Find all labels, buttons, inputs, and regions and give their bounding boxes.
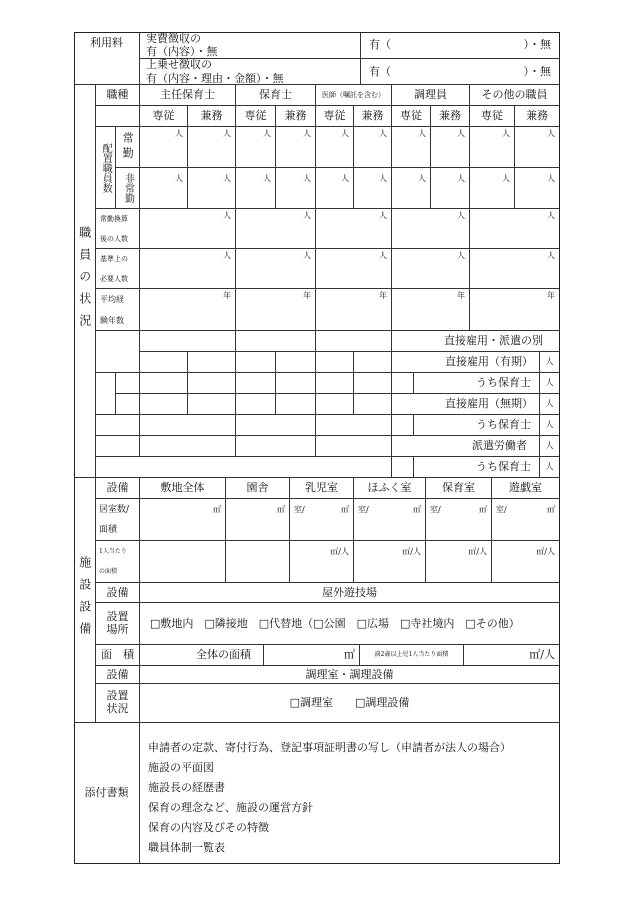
parttime-label: 非常勤: [116, 168, 140, 209]
sub-full-2: 専従: [236, 106, 276, 127]
attach-item: 保育の理念など、施設の運営方針: [148, 800, 313, 814]
alloc-label: 配置職員数: [96, 127, 116, 209]
attach-item: 職員体制一覧表: [148, 840, 225, 854]
type-nurse: 保育士: [236, 85, 316, 106]
total-area-value: ㎡: [264, 645, 360, 666]
type-doctor: 医師（嘱託を含む）: [316, 85, 392, 106]
blank-cell: [140, 415, 236, 436]
percap-label: 1人当たり の面積: [96, 541, 140, 583]
pt-cell: 人: [431, 168, 470, 209]
req-cell: 人: [316, 249, 392, 289]
ft-cell: 人: [236, 127, 276, 168]
attach-item: 保育の内容及びその特徴: [148, 820, 269, 834]
conv-cell: 人: [470, 209, 560, 249]
blank-cell: [188, 373, 236, 394]
sub-full-3: 専従: [316, 106, 354, 127]
req-cell: 人: [470, 249, 560, 289]
blank-cell: [140, 436, 236, 457]
conv-cell: 人: [140, 209, 236, 249]
blank-cell: [96, 373, 116, 415]
dh-title: 直接雇用・派遣の別: [392, 331, 560, 352]
dh-indent: [392, 415, 414, 436]
pt-cell: 人: [236, 168, 276, 209]
pt-cell: 人: [316, 168, 354, 209]
blank-cell: [96, 331, 140, 373]
room-nursery: 保育室: [426, 478, 492, 499]
area-label: 居室数/ 面積: [96, 499, 140, 541]
dh-unit: 人: [540, 457, 560, 478]
dh-unit: 人: [540, 352, 560, 373]
dh-row: うち保育士: [414, 457, 540, 478]
fee-extra-have: 有（: [369, 64, 391, 78]
pt-cell: 人: [188, 168, 236, 209]
percap-cell: [140, 541, 226, 583]
avg-cell: 年: [140, 289, 236, 331]
attach-item: 施設長の経歴書: [148, 780, 225, 794]
dh-row: うち保育士: [414, 415, 540, 436]
percap-cell: ㎡/人: [354, 541, 426, 583]
dh-unit: 人: [540, 373, 560, 394]
blank-cell: [236, 415, 316, 436]
fee-actual-choice: [361, 32, 560, 59]
avg-cell: 年: [236, 289, 316, 331]
ft-cell: 人: [316, 127, 354, 168]
pt-cell: 人: [470, 168, 515, 209]
blank-cell: [316, 352, 354, 373]
conv-cell: 人: [236, 209, 316, 249]
room-play: 遊戯室: [492, 478, 560, 499]
blank-cell: [188, 352, 236, 373]
blank-cell: [236, 352, 276, 373]
cook-status-label: 設置 状況: [96, 684, 140, 723]
req-cell: 人: [236, 249, 316, 289]
conv-label: 常勤換算 後の人数: [96, 209, 140, 249]
blank-cell: [140, 352, 188, 373]
dh-unit: 人: [540, 394, 560, 415]
blank-cell: [354, 352, 392, 373]
sub-part-4: 兼務: [431, 106, 470, 127]
area-cell: 室/ ㎡: [492, 499, 560, 541]
fee-extra: [140, 59, 361, 85]
blank-cell: [140, 394, 188, 415]
ft-cell: 人: [392, 127, 431, 168]
blank-cell: [236, 331, 316, 352]
area-cell: ㎡: [226, 499, 290, 541]
dh-unit: 人: [540, 415, 560, 436]
application-form: [74, 32, 560, 864]
pt-cell: 人: [140, 168, 188, 209]
fee-actual: [140, 32, 361, 59]
percap-cell: ㎡/人: [492, 541, 560, 583]
fee-extra-choice: [361, 59, 560, 85]
blank-cell: [316, 373, 354, 394]
blank-cell: [276, 373, 316, 394]
req-cell: 人: [140, 249, 236, 289]
blank-cell: [96, 457, 392, 478]
room-crawl: ほふく室: [354, 478, 426, 499]
blank-cell: [116, 394, 140, 415]
blank-cell: [96, 436, 140, 457]
percap-cell: [226, 541, 290, 583]
avg-cell: 年: [470, 289, 560, 331]
per2-label: 満2歳以上児1人当たり面積: [360, 645, 464, 666]
area-cell: 室/ ㎡: [426, 499, 492, 541]
equip-header: 設備: [96, 478, 140, 499]
blank-cell: [188, 394, 236, 415]
area-cell: 室/ ㎡: [354, 499, 426, 541]
room-building: 園舎: [226, 478, 290, 499]
fee-actual-line2: 有（内容）・無: [146, 45, 218, 58]
pt-cell: 人: [276, 168, 316, 209]
fee-actual-none: ）・無: [523, 38, 551, 52]
dh-row: 直接雇用（有期）: [392, 352, 540, 373]
pt-cell: 人: [354, 168, 392, 209]
area-cell: 室/ ㎡: [290, 499, 354, 541]
sub-part-3: 兼務: [354, 106, 392, 127]
ft-cell: 人: [515, 127, 560, 168]
avg-cell: 年: [316, 289, 392, 331]
fee-label: 利用料: [74, 32, 140, 85]
blank-cell: [140, 331, 236, 352]
fee-actual-line1: 実費徴収の: [146, 32, 201, 45]
ft-cell: 人: [431, 127, 470, 168]
type-other: その他の職員: [470, 85, 560, 106]
dh-row: うち保育士: [414, 373, 540, 394]
area-cell: ㎡: [140, 499, 226, 541]
staff-section-label: 職員の状況: [74, 85, 96, 478]
blank-cell: [316, 436, 392, 457]
sub-full-5: 専従: [470, 106, 515, 127]
staff-type-header: 職種: [96, 85, 140, 106]
blank-cell: [354, 394, 392, 415]
blank-cell: [140, 373, 188, 394]
dh-indent: [392, 457, 414, 478]
req-cell: 人: [392, 249, 470, 289]
sub-full-4: 専従: [392, 106, 431, 127]
room-infant: 乳児室: [290, 478, 354, 499]
blank-cell: [316, 415, 392, 436]
dh-row: 派遣労働者: [392, 436, 540, 457]
outdoor-title: 屋外遊技場: [140, 583, 560, 603]
type-chief-nurse: 主任保育士: [140, 85, 236, 106]
percap-cell: ㎡/人: [290, 541, 354, 583]
sub-part-1: 兼務: [188, 106, 236, 127]
blank-cell: [236, 373, 276, 394]
attach-list: [140, 723, 560, 864]
cook-equip-label: 設備: [96, 666, 140, 684]
blank-cell: [236, 394, 276, 415]
pt-cell: 人: [392, 168, 431, 209]
fulltime-label: 常勤: [116, 127, 140, 168]
sub-full-1: 専従: [140, 106, 188, 127]
ft-cell: 人: [354, 127, 392, 168]
avg-label: 平均経 験年数: [96, 289, 140, 331]
blank-cell: [276, 394, 316, 415]
conv-cell: 人: [392, 209, 470, 249]
ft-cell: 人: [140, 127, 188, 168]
dh-unit: 人: [540, 436, 560, 457]
facility-section-label: 施設設備: [74, 478, 96, 723]
area-row-label: 面 積: [96, 645, 140, 666]
pt-cell: 人: [515, 168, 560, 209]
staff-blank-header: [96, 106, 140, 127]
cook-title: 調理室・調理設備: [140, 666, 560, 684]
ft-cell: 人: [276, 127, 316, 168]
fee-extra-line2: 有（内容・理由・金額）・無: [146, 71, 284, 85]
req-label: 基準上の 必要人数: [96, 249, 140, 289]
sub-part-2: 兼務: [276, 106, 316, 127]
attach-item: 申請者の定款、寄付行為、登記事項証明書の写し（申請者が法人の場合）: [148, 740, 511, 754]
fee-actual-have: 有（: [369, 38, 391, 52]
ft-cell: 人: [470, 127, 515, 168]
attach-item: 施設の平面図: [148, 760, 214, 774]
room-site: 敷地全体: [140, 478, 226, 499]
cook-options: □調理室 □調理設備: [140, 684, 560, 723]
blank-cell: [316, 331, 392, 352]
sub-part-5: 兼務: [515, 106, 560, 127]
blank-cell: [276, 352, 316, 373]
fee-extra-line1: 上乗せ徴収の: [146, 59, 212, 72]
avg-cell: 年: [392, 289, 470, 331]
total-area-label: 全体の面積: [140, 645, 264, 666]
blank-cell: [316, 394, 354, 415]
blank-cell: [236, 436, 316, 457]
place-options: □敷地内 □隣接地 □代替地（□公園 □広場 □寺社境内 □その他）: [140, 603, 560, 645]
type-cook: 調理員: [392, 85, 470, 106]
conv-cell: 人: [316, 209, 392, 249]
dh-indent: [392, 373, 414, 394]
fee-extra-none: ）・無: [523, 64, 551, 78]
blank-cell: [116, 373, 140, 394]
percap-cell: ㎡/人: [426, 541, 492, 583]
per2-value: ㎡/人: [464, 645, 560, 666]
place-label: 設置 場所: [96, 603, 140, 645]
blank-cell: [354, 373, 392, 394]
outdoor-equip-label: 設備: [96, 583, 140, 603]
attach-label: 添付書類: [74, 723, 140, 864]
dh-row: 直接雇用（無期）: [392, 394, 540, 415]
blank-cell: [96, 415, 140, 436]
ft-cell: 人: [188, 127, 236, 168]
